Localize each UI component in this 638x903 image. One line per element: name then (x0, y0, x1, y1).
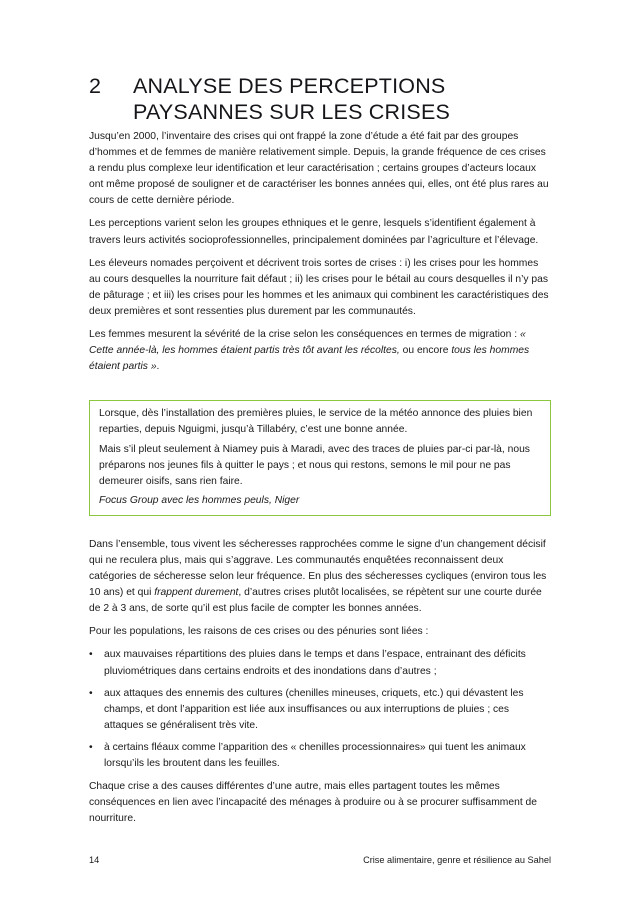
paragraph: Les éleveurs nomades perçoivent et décrivent trois sortes de crises : i) les crises pour les hommes au cours desquelles la nourriture fait défaut ; ii) les crises pour le bétail au cours desquelles il n’y pas de pâturage ; et iii) les crises pour les hommes et les animaux qui combinent les caractéristiques des deux premières et sont ressenties plus durement par les communautés. (89, 257, 549, 317)
bullet-icon: • (89, 649, 93, 661)
bullet-list (89, 647, 551, 772)
quote-box (89, 400, 551, 516)
running-title: Crise alimentaire, genre et résilience au Sahel (363, 855, 551, 865)
text-run: ou encore (399, 345, 452, 357)
bullet-icon: • (89, 741, 93, 753)
text-run: Les femmes mesurent la sévérité de la crise selon les conséquences en termes de migration : (89, 329, 520, 341)
list-item-text: aux attaques des ennemis des cultures (chenilles mineuses, criquets, etc.) qui dévastent les champs, et dont l’apparition est liée aux insuffisances ou aux interruptions de pluies ; ces attaques se généralisent très vite. (104, 687, 524, 731)
list-item (89, 740, 551, 772)
quoted-text: tous les hommes étaient partis » (89, 345, 530, 373)
section-number: 2 (89, 74, 102, 98)
page-number: 14 (89, 855, 100, 865)
list-item-text: à certains fléaux comme l’apparition des « chenilles processionnaires» qui tuent les animaux lorsqu’ils les broutent dans les feuilles. (104, 741, 526, 769)
quote-paragraph: Lorsque, dès l’installation des premières pluies, le service de la météo annonce des pluies bien reparties, depuis Nguigmi, jusqu’à Tillabéry, c’est une bonne année. (99, 408, 533, 436)
page-content (89, 73, 551, 834)
paragraph (89, 537, 551, 617)
text-run: Dans l’ensemble, tous vivent les sécheresses rapprochées comme le signe d’un changement décisif qui ne reculera plus, mais qui s’aggrave. Les communautés enquêtées reconnaissent deux catégories de sécheresse selon leur fréquence. En plus des sécheresses cycliques (environ tous les 10 ans) et qui (89, 538, 547, 599)
text-run: . (156, 361, 160, 373)
paragraph: Pour les populations, les raisons de ces crises ou des pénuries sont liées : (89, 626, 429, 638)
paragraph: Les perceptions varient selon les groupes ethniques et le genre, lesquels s’identifient également à travers leurs activités socioprofessionnelles, principalement dominées par l’agriculture et l’élevage. (89, 218, 539, 246)
paragraph: Chaque crise a des causes différentes d’une autre, mais elles partagent toutes les mêmes conséquences en lien avec l’incapacité des ménages à produire ou à se procurer suffisamment de nourriture. (89, 781, 537, 825)
bullet-icon: • (89, 687, 93, 699)
emphasis-text: frappent durement (154, 587, 239, 599)
section-title: ANALYSE DES PERCEPTIONS PAYSANNES SUR LES CRISES (133, 74, 451, 124)
list-item (89, 686, 551, 734)
section-heading (89, 73, 551, 125)
text-run: , d’autres crises plutôt localisées, se répètent sur une courte durée de 2 à 3 ans, de sorte qu’il est plus facile de compter les bonnes années. (89, 587, 542, 615)
quote-source: Focus Group avec les hommes peuls, Niger (99, 494, 300, 506)
paragraph (89, 327, 551, 375)
page-footer (89, 855, 551, 865)
list-item (89, 647, 551, 679)
quoted-text: « Cette année-là, les hommes étaient partis très tôt avant les récoltes, (89, 329, 526, 357)
quote-paragraph: Mais s’il pleut seulement à Niamey puis à Maradi, avec des traces de pluies par-ci par-là, nous préparons nos jeunes fils à quitter le pays ; et nous qui restons, semons le mil pour ne pas demeurer oisifs, sans rien faire. (99, 443, 530, 487)
paragraph: Jusqu’en 2000, l’inventaire des crises qui ont frappé la zone d’étude a été fait par des groupes d’hommes et de femmes de manière relativement simple. Depuis, la grande fréquence de ces crises a rendu plus complexe leur identification et leur caractérisation ; certains groupes d’acteurs locaux ont même proposé de souligner et de caractériser les bonnes années qui, elles, ont été plus rares au cours de cette dernière période. (89, 131, 549, 207)
list-item-text: aux mauvaises répartitions des pluies dans le temps et dans l’espace, entrainant des déficits pluviométriques dans certains endroits et des inondations dans d’autres ; (104, 649, 526, 677)
